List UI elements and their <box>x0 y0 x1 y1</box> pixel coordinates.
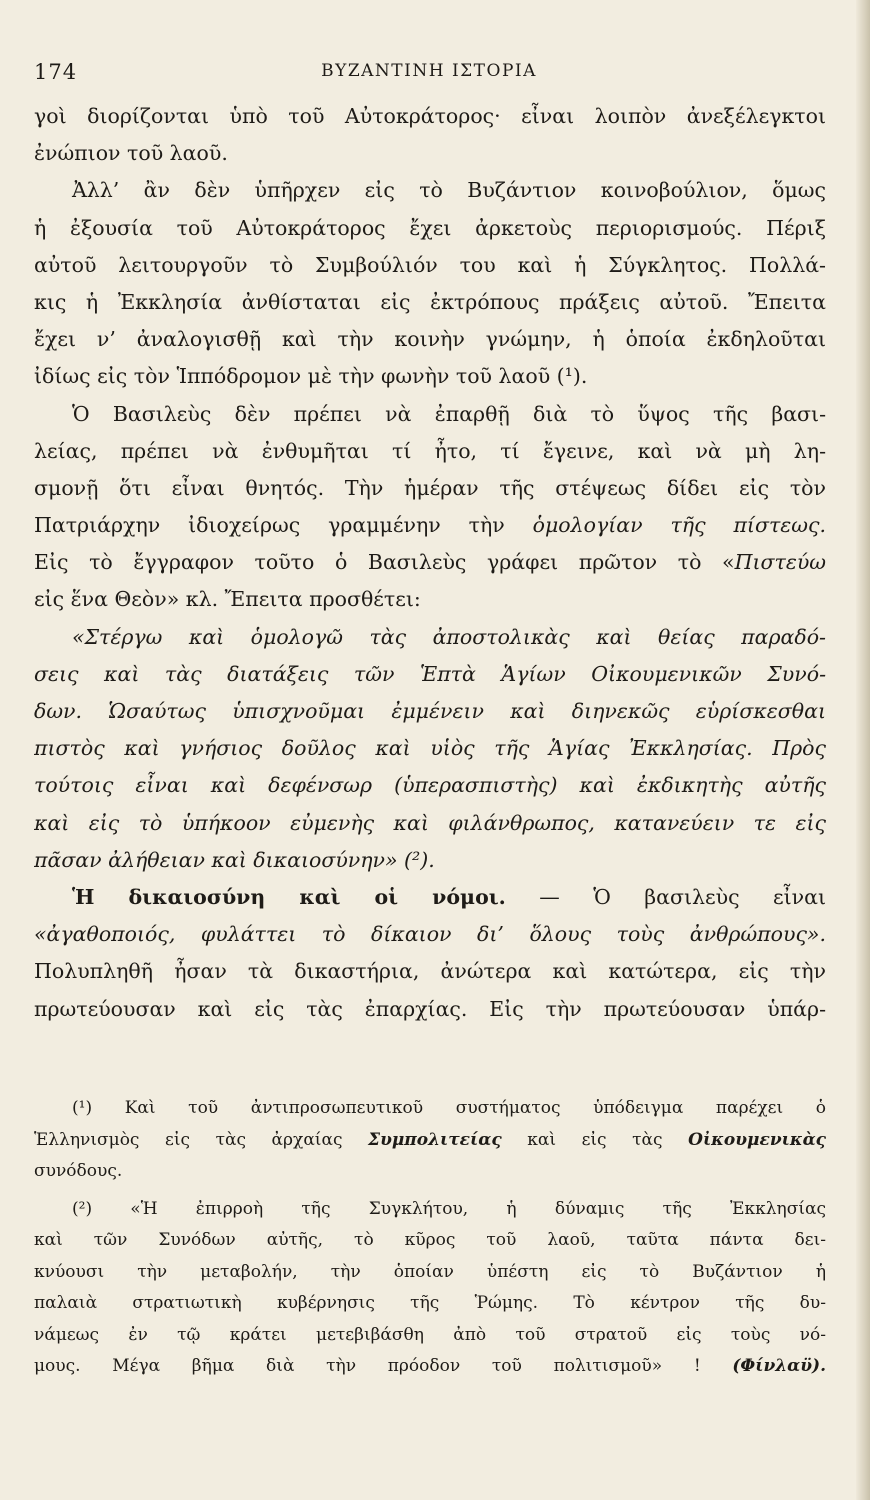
confession-phrase: ὁμολογίαν τῆς πίστεως. <box>532 513 826 538</box>
creed-word: Πιστεύω <box>734 550 826 575</box>
oath-quote-line: «Στέργω καὶ ὁμολογῶ τὰς ἀποστολικὰς καὶ θείας παραδό- <box>72 624 826 649</box>
page-edge <box>856 0 870 1500</box>
text-line <box>34 879 826 916</box>
footnote-italic: Οἰκουμενικὰς <box>688 1129 826 1150</box>
text-line: ἡ ἐξουσία τοῦ Αὐτοκράτορος ἔχει ἀρκετοὺς περιορισμούς. Πέριξ <box>34 215 826 240</box>
oath-quote-line: καὶ εἰς τὸ ὑπήκοον εὐμενὴς καὶ φιλάνθρωπος, κατανεύειν τε εἰς <box>34 810 826 835</box>
text-segment: Πατριάρχην ἰδιοχείρως γραμμένην τὴν <box>34 513 505 538</box>
running-title: ΒΥΖΑΝΤΙΝΗ ΙΣΤΟΡΙΑ <box>321 61 537 81</box>
oath-quote-line: δων. Ὡσαύτως ὑπισχνοῦμαι ἐμμένειν καὶ διηνεκῶς εὑρίσκεσθαι <box>34 699 826 723</box>
page-header <box>34 60 824 90</box>
footnote-1-line: (¹) Καὶ τοῦ ἀντιπροσωπευτικοῦ συστήματος ὑπόδειγμα παρέχει ὁ <box>72 1098 826 1118</box>
footnote-2-line: παλαιὰ στρατιωτικὴ κυβέρνησις τῆς Ῥώμης. Τὸ κέντρον τῆς δυ- <box>34 1293 826 1313</box>
text-segment: μους. Μέγα βῆμα διὰ τὴν πρόοδον τοῦ πολιτισμοῦ» ! <box>34 1356 701 1376</box>
footnote-2-line: κνύουσι τὴν μεταβολήν, τὴν ὁποίαν ὑπέστη εἰς τὸ Βυζάντιον ἡ <box>34 1261 826 1282</box>
footnote-2-line <box>34 1351 826 1383</box>
text-line <box>34 507 826 544</box>
footnote-2-line: νάμεως ἐν τῷ κράτει μετεβιβάσθη ἀπὸ τοῦ στρατοῦ εἰς τοὺς νό- <box>34 1324 826 1345</box>
footnote-2-line: καὶ τῶν Συνόδων αὐτῆς, τὸ κῦρος τοῦ λαοῦ, ταῦτα πάντα δει- <box>34 1230 826 1250</box>
text-segment: — Ὁ βασιλεὺς εἶναι <box>505 884 826 909</box>
footnote-1-line: συνόδους. <box>34 1161 123 1181</box>
paragraph-start: Ἀλλ’ ἂν δὲν ὑπῆρχεν εἰς τὸ Βυζάντιον κοινοβούλιον, ὅμως <box>72 178 826 203</box>
text-line: ἔχει ν’ ἀναλογισθῇ καὶ τὴν κοινὴν γνώμην, ἡ ὁποία ἐκδηλοῦται <box>34 327 826 352</box>
text-line: «ἀγαθοποιός, φυλάττει τὸ δίκαιον δι’ ὅλους τοὺς ἀνθρώπους». <box>34 922 826 947</box>
footnote-attribution: (Φίνλαϋ). <box>732 1356 826 1376</box>
oath-quote-line: πιστὸς καὶ γνήσιος δοῦλος καὶ υἱὸς τῆς Ἁγίας Ἐκκλησίας. Πρὸς <box>34 736 826 761</box>
text-line: ἐνώπιον τοῦ λαοῦ. <box>34 141 228 166</box>
text-line: κις ἡ Ἐκκλησία ἀνθίσταται εἰς ἐκτρόπους πράξεις αὐτοῦ. Ἔπειτα <box>34 289 826 314</box>
text-line: πρωτεύουσαν καὶ εἰς τὰς ἐπαρχίας. Εἰς τὴν πρωτεύουσαν ὑπάρ- <box>34 996 826 1021</box>
text-line: λείας, πρέπει νὰ ἐνθυμῆται τί ἦτο, τί ἔγεινε, καὶ νὰ μὴ λη- <box>34 438 826 463</box>
text-segment: Ἑλληνισμὸς εἰς τὰς ἀρχαίας <box>34 1129 343 1150</box>
text-line: εἰς ἕνα Θεὸν» κλ. Ἔπειτα προσθέτει: <box>34 587 421 612</box>
text-line: Πολυπληθῆ ἦσαν τὰ δικαστήρια, ἀνώτερα καὶ κατώτερα, εἰς τὴν <box>34 959 826 984</box>
main-text <box>34 98 826 1028</box>
footnote-1-line <box>34 1125 826 1157</box>
footnote-italic: Συμπολιτείας <box>368 1129 502 1150</box>
text-line <box>34 544 826 581</box>
text-line: σμονῇ ὅτι εἶναι θνητός. Τὴν ἡμέραν τῆς στέψεως δίδει εἰς τὸν <box>34 475 826 500</box>
text-line: αὐτοῦ λειτουργοῦν τὸ Συμβούλιόν του καὶ ἡ Σύγκλητος. Πολλά- <box>34 252 826 277</box>
text-line: ἰδίως εἰς τὸν Ἱππόδρομον μὲ τὴν φωνὴν τοῦ λαοῦ (¹). <box>34 364 588 389</box>
section-heading: Ἡ δικαιοσύνη καὶ οἱ νόμοι. <box>72 884 506 909</box>
oath-quote-line: σεις καὶ τὰς διατάξεις τῶν Ἑπτὰ Ἁγίων Οἰκουμενικῶν Συνό- <box>34 661 826 686</box>
text-segment: καὶ εἰς τὰς <box>527 1129 663 1150</box>
paragraph-start: Ὁ Βασιλεὺς δὲν πρέπει νὰ ἐπαρθῇ διὰ τὸ ὕψος τῆς βασι- <box>72 401 826 426</box>
text-segment: Εἰς τὸ ἔγγραφον τοῦτο ὁ Βασιλεὺς γράφει πρῶτον τὸ « <box>34 550 735 575</box>
oath-quote-line: τούτοις εἶναι καὶ δεφένσωρ (ὑπερασπιστὴς) καὶ ἐκδικητὴς αὐτῆς <box>34 773 826 798</box>
footnote-2-line: (²) «Ἡ ἐπιρροὴ τῆς Συγκλήτου, ἡ δύναμις τῆς Ἐκκλησίας <box>72 1198 826 1219</box>
footnotes <box>34 1093 826 1383</box>
page-number: 174 <box>34 60 78 84</box>
oath-quote-line: πᾶσαν ἀλήθειαν καὶ δικαιοσύνην» (²). <box>34 847 435 872</box>
text-line: γοὶ διορίζονται ὑπὸ τοῦ Αὐτοκράτορος· εἶναι λοιπὸν ἀνεξέλεγκτοι <box>34 104 826 128</box>
